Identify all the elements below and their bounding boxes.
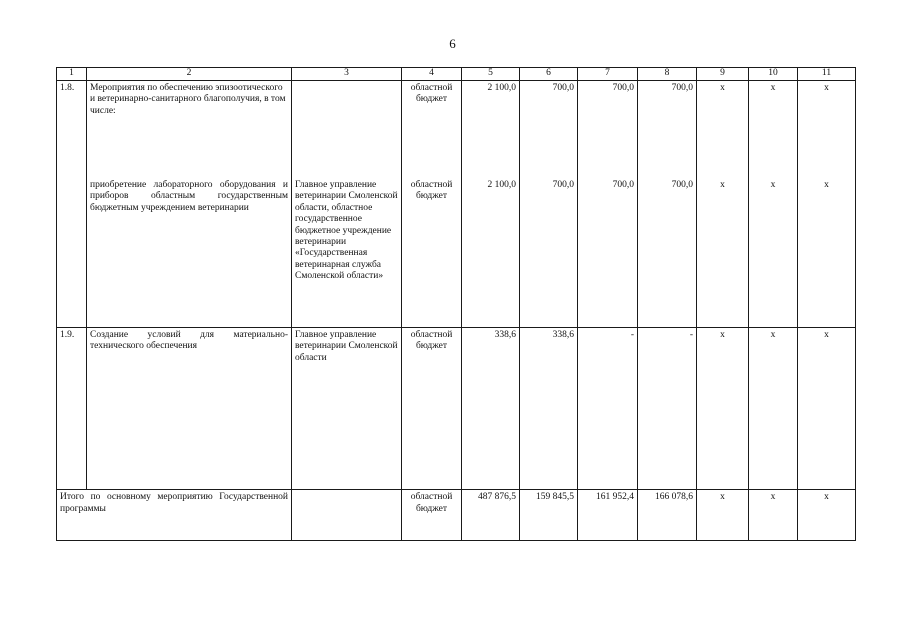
year3-amount-cell: 700,0 [638,178,697,327]
year2-amount-cell: - [578,327,638,489]
year1-amount-cell: 338,6 [520,327,578,489]
col11-cell: x [798,178,856,327]
year3-amount-cell: 166 078,6 [638,490,697,541]
total-amount-cell: 487 876,5 [462,490,520,541]
year1-amount-cell: 159 845,5 [520,490,578,541]
row-number: 1.9. [57,327,87,489]
executor-cell [292,490,402,541]
col10-cell: x [749,80,798,178]
funding-source-cell: областной бюджет [402,178,462,327]
year2-amount-cell: 700,0 [578,80,638,178]
column-header: 3 [292,68,402,81]
column-header: 2 [87,68,292,81]
total-amount-cell: 2 100,0 [462,80,520,178]
program-activities-table [56,67,856,541]
executor-cell [292,80,402,178]
year1-amount-cell: 700,0 [520,80,578,178]
table-row [57,327,856,489]
col11-cell: x [798,490,856,541]
row-number [57,178,87,327]
table-header-row [57,68,856,81]
column-header: 4 [402,68,462,81]
funding-source-cell: областной бюджет [402,80,462,178]
year3-amount-cell: 700,0 [638,80,697,178]
page-number: 6 [449,36,456,51]
column-header: 10 [749,68,798,81]
col10-cell: x [749,490,798,541]
column-header: 6 [520,68,578,81]
col11-cell: x [798,80,856,178]
col9-cell: x [697,490,749,541]
column-header: 11 [798,68,856,81]
table-row [57,178,856,327]
measure-cell: Мероприятия по обеспечению эпизоотического и ветеринарно-санитарного благополучия, в том числе: [87,80,292,178]
column-header: 5 [462,68,520,81]
measure-cell: приобретение лабораторного оборудования и приборов областным государственным бюджетным учреждением ветеринарии [87,178,292,327]
column-header: 7 [578,68,638,81]
funding-source-cell: областной бюджет [402,327,462,489]
col10-cell: x [749,178,798,327]
total-amount-cell: 2 100,0 [462,178,520,327]
measure-cell: Создание условий для материально-технического обеспечения [87,327,292,489]
table-row [57,80,856,178]
total-row [57,490,856,541]
executor-cell: Главное управление ветеринарии Смоленской области, областное государственное бюджетное учреждение ветеринарии «Государственная ветеринарная служба Смоленской области» [292,178,402,327]
column-header: 9 [697,68,749,81]
col9-cell: x [697,178,749,327]
column-header: 1 [57,68,87,81]
executor-cell: Главное управление ветеринарии Смоленской области [292,327,402,489]
year3-amount-cell: - [638,327,697,489]
col9-cell: x [697,80,749,178]
year2-amount-cell: 700,0 [578,178,638,327]
year2-amount-cell: 161 952,4 [578,490,638,541]
column-header: 8 [638,68,697,81]
col10-cell: x [749,327,798,489]
col9-cell: x [697,327,749,489]
total-amount-cell: 338,6 [462,327,520,489]
funding-source-cell: областной бюджет [402,490,462,541]
year1-amount-cell: 700,0 [520,178,578,327]
row-number: 1.8. [57,80,87,178]
total-label-cell: Итого по основному мероприятию Государственной программы [57,490,292,541]
col11-cell: x [798,327,856,489]
